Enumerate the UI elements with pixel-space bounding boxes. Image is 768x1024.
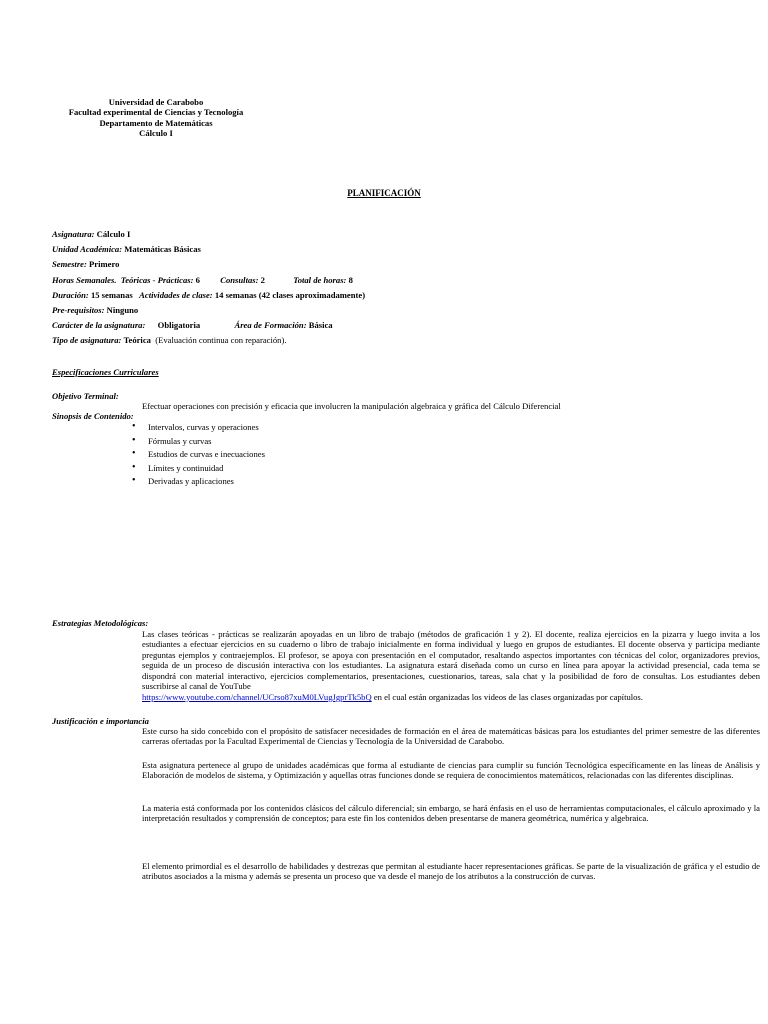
field-asignatura: Asignatura: Cálculo I (52, 229, 131, 239)
list-item: • Derivadas y aplicaciones (132, 476, 265, 490)
list-item: • Fórmulas y curvas (132, 436, 265, 450)
justificacion-label: Justificación e importancia (52, 716, 149, 726)
university-name: Universidad de Carabobo (108, 97, 204, 107)
justificacion-paragraph-1: Este curso ha sido concebido con el propósito de satisfacer necesidades de formación en el área de matemáticas básicas para los estudiantes del primer semestre de las diferentes carreras ofertadas por la Facultad Experimental de Ciencias y Tecnología de la Universidad de Carabobo. (142, 726, 760, 747)
field-duracion: Duración: 15 semanas Actividades de clase: 14 semanas (42 clases aproximadamente) (52, 290, 366, 300)
list-item: • Estudios de curvas e inecuaciones (132, 449, 265, 463)
justificacion-paragraph-2: Esta asignatura pertenece al grupo de unidades académicas que forma al estudiante de ciencias para cumplir su función Tecnológica específicamente en las líneas de Análisis y Elaboración de modelos de sistema, y Optimización y aquellas otras funciones donde se requiera de conocimientos matemáticos, relacionadas con las diferentes disciplinas. (142, 760, 760, 781)
justificacion-paragraph-4: El elemento primordial es el desarrollo de habilidades y destrezas que permitan al estudiante hacer representaciones gráficas. Se parte de la visualización de gráfica y el estudio de atributos asociados a la misma y además se presenta un proceso que va desde el manejo de los atributos a la construcción de curvas. (142, 861, 760, 882)
sinopsis-label: Sinopsis de Contenido: (52, 411, 134, 421)
document-header (40, 97, 272, 138)
objetivo-label: Objetivo Terminal: (52, 391, 119, 401)
estrategias-text: Las clases teóricas - prácticas se realizarán apoyadas en un libro de trabajo (métodos de graficación 1 y 2). El docente, realiza ejercicios en la pizarra y luego invita a los estudiantes a efectuar ejercicios en su cuaderno o libro de trabajo inicialmente en forma individual y luego en grupos de estudiantes. El docente observa y participa mediante preguntas ejemplos y contraejemplos. El profesor, se apoya con presentación en el computador, resaltando aspectos importantes con técnicas del color, organizadores previos, seguida de un proceso de discusión interactiva con los estudiantes. La asignatura estará diseñada como un curso en línea para apoyar la actividad presencial, cada tema se dispondrá con material interactivo, ejercicios complementarios, presentaciones, cuestionarios, tareas, sala chat y la posibilidad de foro de consultas. Los estudiantes deben suscribirse al canal de YouTube https://www.youtube.com/channel/UCrso87xuM0LVugJgprTk5bQ en el cual están organizadas los videos de las clases organizadas por capítulos. (142, 629, 760, 702)
content-list (132, 422, 265, 490)
field-semestre: Semestre: Primero (52, 259, 120, 269)
justificacion-paragraph-3: La materia está conformada por los contenidos clásicos del cálculo diferencial; sin embargo, se hará énfasis en el uso de herramientas computacionales, el cálculo aproximado y la interpretación resultados y comprensión de conceptos; para este fin los contenidos deben presentarse de manera geométrica, numérica y algebraica. (142, 803, 760, 824)
page-title: PLANIFICACIÓN (347, 188, 421, 198)
list-item: • Límites y continuidad (132, 463, 265, 477)
field-tipo: Tipo de asignatura: Teórica (Evaluación continua con reparación). (52, 335, 287, 345)
department-name: Departamento de Matemáticas (99, 117, 213, 128)
field-caracter: Carácter de la asignatura: Obligatoria Área de Formación: Básica (52, 320, 333, 330)
field-unidad: Unidad Académica: Matemáticas Básicas (52, 244, 201, 254)
faculty-name: Facultad experimental de Ciencias y Tecnología (68, 107, 244, 118)
section-heading-especificaciones: Especificaciones Curriculares (52, 367, 159, 377)
objetivo-text: Efectuar operaciones con precisión y eficacia que involucren la manipulación algebraica y gráfica del Cálculo Diferencial (142, 401, 561, 411)
estrategias-label: Estrategias Metodológicas: (52, 618, 149, 628)
field-prerrequisitos: Pre-requisitos: Ninguno (52, 305, 139, 315)
youtube-channel-link[interactable]: https://www.youtube.com/channel/UCrso87xuM0LVugJgprTk5bQ (142, 691, 372, 702)
field-horas: Horas Semanales. Teóricas - Prácticas: 6 Consultas: 2 Total de horas: 8 (52, 275, 353, 285)
course-name: Cálculo I (139, 127, 173, 138)
list-item: • Intervalos, curvas y operaciones (132, 422, 265, 436)
